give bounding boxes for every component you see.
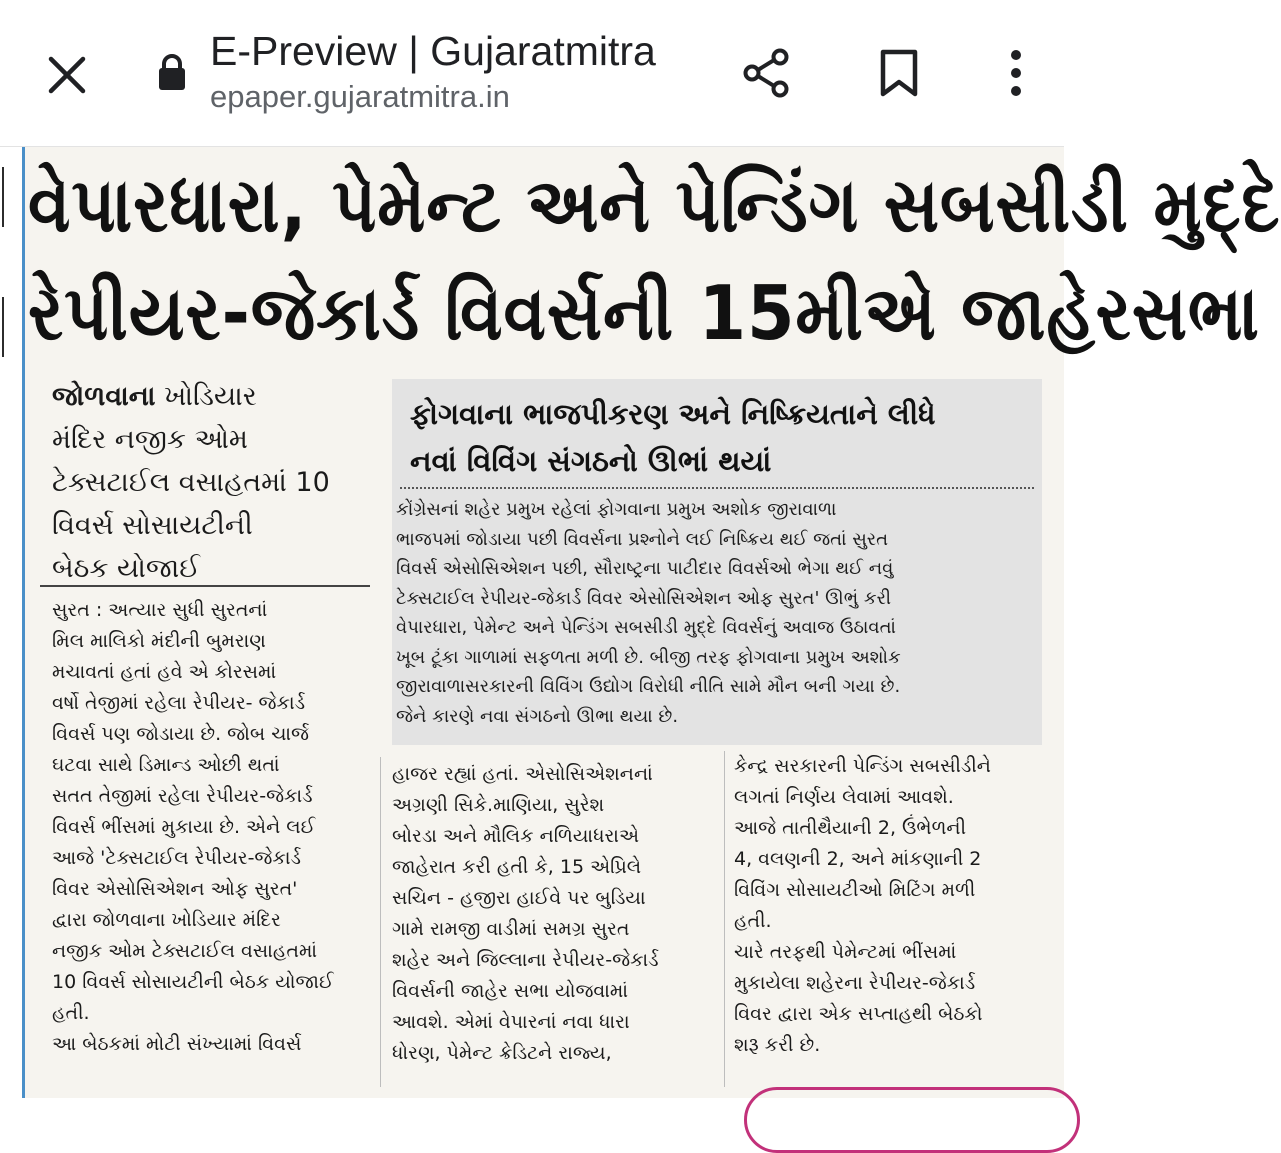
bookmark-button[interactable] bbox=[868, 42, 930, 104]
subheadline-text: ટેક્સટાઈલ વસાહતમાં 10 bbox=[52, 467, 330, 498]
box-body-line: ભાજપમાં જોડાયા પછી વિવર્સના પ્રશ્નોને લઈ નિષ્ક્રિય થઈ જતાં સુરત bbox=[396, 528, 889, 550]
next-article-border bbox=[744, 1087, 1080, 1153]
column-line: આ બેઠકમાં મોટી સંખ્યામાં વિવર્સ bbox=[52, 1033, 302, 1055]
column-line: મુકાયેલા શહેરના રેપીયર-જેકાર્ડ bbox=[734, 972, 976, 994]
more-options-button[interactable] bbox=[990, 42, 1042, 104]
subheadline-text: બેઠક યોજાઈ bbox=[52, 553, 201, 584]
share-icon bbox=[741, 47, 793, 99]
article-column-1 bbox=[52, 595, 368, 1060]
page-url: epaper.gujaratmitra.in bbox=[210, 79, 510, 114]
headline-line-2: રેપીયર-જેકાર્ડ વિવર્સની 15મીએ જાહેરસભા bbox=[28, 271, 1260, 358]
box-heading bbox=[410, 391, 1030, 485]
page-info[interactable] bbox=[210, 26, 710, 118]
column-line: 10 વિવર્સ સોસાયટીની બેઠક યોજાઈ bbox=[52, 971, 334, 993]
lock-icon bbox=[152, 48, 192, 96]
page-edge bbox=[0, 147, 25, 1098]
browser-toolbar bbox=[0, 0, 1064, 147]
subheadline-text: ખોડિયાર bbox=[155, 381, 257, 412]
column-rule bbox=[724, 751, 725, 1087]
column-line: સતત તેજીમાં રહેલા રેપીયર-જેકાર્ડ bbox=[52, 785, 313, 807]
column-line: વિવર દ્વારા એક સપ્તાહથી બેઠકો bbox=[734, 1003, 983, 1025]
edge-mark bbox=[2, 297, 18, 357]
column-line: વિવર્સ પણ જોડાયા છે. જોબ ચાર્જ bbox=[52, 723, 310, 745]
column-line: હતી. bbox=[734, 910, 772, 932]
column-line: વિવર્સની જાહેર સભા યોજવામાં bbox=[392, 980, 628, 1002]
edge-mark bbox=[2, 167, 18, 227]
box-heading-line: નવાં વિવિંગ સંગઠનો ઊભાં થયાં bbox=[410, 444, 772, 478]
column-line: 4, વલણની 2, અને માંકણાની 2 bbox=[734, 848, 982, 870]
box-body-line: જેને કારણે નવા સંગઠનો ઊભા થયા છે. bbox=[396, 705, 679, 727]
column-rule bbox=[380, 757, 381, 1087]
page-title: E-Preview | Gujaratmitra bbox=[210, 28, 656, 74]
subheadline-text: વિવર્સ સોસાયટીની bbox=[52, 510, 253, 541]
column-divider bbox=[40, 585, 370, 587]
box-body-line: વિવર્સ એસોસિએશન પછી, સૌરાષ્ટ્રના પાટીદાર વિવર્સઓ ભેગા થઈ નવું bbox=[396, 558, 894, 579]
share-button[interactable] bbox=[736, 42, 798, 104]
box-body bbox=[396, 495, 1036, 731]
column-line: કેન્દ્ર સરકારની પેન્ડિંગ સબસીડીને bbox=[734, 755, 991, 777]
column-line: ચારે તરફથી પેમેન્ટમાં ભીંસમાં bbox=[734, 941, 957, 963]
box-heading-line: ફોગવાના ભાજપીકરણ અને નિષ્ક્રિયતાને લીધે bbox=[410, 397, 936, 431]
column-line: દ્વારા જોળવાના ખોડિયાર મંદિર bbox=[52, 909, 281, 931]
sidebar-box bbox=[392, 379, 1042, 745]
column-line: બોરડા અને મૌલિક નળિયાધરાએ bbox=[392, 825, 640, 847]
column-line: વિવિંગ સોસાયટીઓ મિટિંગ મળી bbox=[734, 879, 976, 901]
column-line: લગતાં નિર્ણય લેવામાં આવશે. bbox=[734, 786, 954, 808]
column-line: ધોરણ, પેમેન્ટ ક્રેડિટને રાજ્ય, bbox=[392, 1042, 612, 1064]
column-line: હતી. bbox=[52, 1002, 90, 1024]
column-line: આજે 'ટેક્સટાઈલ રેપીયર-જેકાર્ડ bbox=[52, 847, 301, 869]
article-column-2 bbox=[392, 759, 716, 1069]
column-line: શરૂ કરી છે. bbox=[734, 1034, 821, 1056]
column-line: વિવર એસોસિએશન ઓફ સુરત' bbox=[52, 878, 298, 900]
box-body-line: જીરાવાળાસરકારની વિવિંગ ઉદ્યોગ વિરોધી નીતિ સામે મૌન બની ગયા છે. bbox=[396, 676, 901, 697]
column-line: સુરત : અત્યાર સુધી સુરતનાં bbox=[52, 599, 268, 621]
column-line: ઘટવા સાથે ડિમાન્ડ ઓછી થતાં bbox=[52, 754, 280, 776]
box-body-line: ટેક્સટાઈલ રેપીયર-જેકાર્ડ વિવર એસોસિએશન ઓફ સુરત' ઊભું કરી bbox=[396, 587, 892, 609]
column-line: વિવર્સ ભીંસમાં મુકાયા છે. એને લઈ bbox=[52, 816, 316, 838]
subheadline-lead: જોળવાના bbox=[52, 381, 156, 412]
subheadline-text: મંદિર નજીક ઓમ bbox=[52, 424, 248, 455]
column-line: સચિન - હજીરા હાઈવે પર બુડિયા bbox=[392, 887, 646, 909]
close-icon bbox=[47, 55, 87, 95]
box-body-line: ખૂબ ટૂંકા ગાળામાં સફળતા મળી છે. બીજી તરફ ફોગવાના પ્રમુખ અશોક bbox=[396, 646, 901, 668]
box-body-line: કોંગ્રેસનાં શહેર પ્રમુખ રહેલાં ફોગવાના પ્રમુખ અશોક જીરાવાળા bbox=[396, 499, 837, 520]
box-body-line: વેપારધારા, પેમેન્ટ અને પેન્ડિંગ સબસીડી મુદ્દે વિવર્સનું અવાજ ઉઠાવતાં bbox=[396, 617, 896, 638]
column-line: મચાવતાં હતાં હવે એ કોરસમાં bbox=[52, 661, 277, 683]
column-line: નજીક ઓમ ટેક્સટાઈલ વસાહતમાં bbox=[52, 940, 318, 962]
column-line: જાહેરાત કરી હતી કે, 15 એપ્રિલે bbox=[392, 856, 642, 878]
headline-line-1: વેપારધારા, પેમેન્ટ અને પેન્ડિંગ સબસીડી મુદ્દે bbox=[28, 163, 1281, 250]
column-line: આવશે. એમાં વેપારનાં નવા ધારા bbox=[392, 1011, 630, 1033]
bookmark-icon bbox=[877, 48, 921, 98]
column-line: વર્ષો તેજીમાં રહેલા રેપીયર- જેકાર્ડ bbox=[52, 692, 306, 714]
subheadline bbox=[52, 375, 372, 590]
article-column-3 bbox=[734, 751, 1056, 1061]
close-button[interactable] bbox=[38, 46, 96, 104]
column-line: શહેર અને જિલ્લાના રેપીયર-જેકાર્ડ bbox=[392, 949, 659, 971]
epaper-viewer[interactable] bbox=[0, 147, 1281, 1098]
more-vert-icon bbox=[1006, 47, 1026, 99]
column-line: અગ્રણી સિકે.માણિયા, સુરેશ bbox=[392, 794, 605, 816]
column-line: હાજર રહ્યાં હતાં. એસોસિએશનનાં bbox=[392, 763, 653, 785]
column-line: મિલ માલિકો મંદીની બુમરાણ bbox=[52, 630, 266, 652]
column-line: આજે તાતીથૈયાની 2, ઉંભેળની bbox=[734, 817, 967, 839]
column-line: ગામે રામજી વાડીમાં સમગ્ર સુરત bbox=[392, 918, 630, 940]
box-separator bbox=[400, 487, 1034, 489]
